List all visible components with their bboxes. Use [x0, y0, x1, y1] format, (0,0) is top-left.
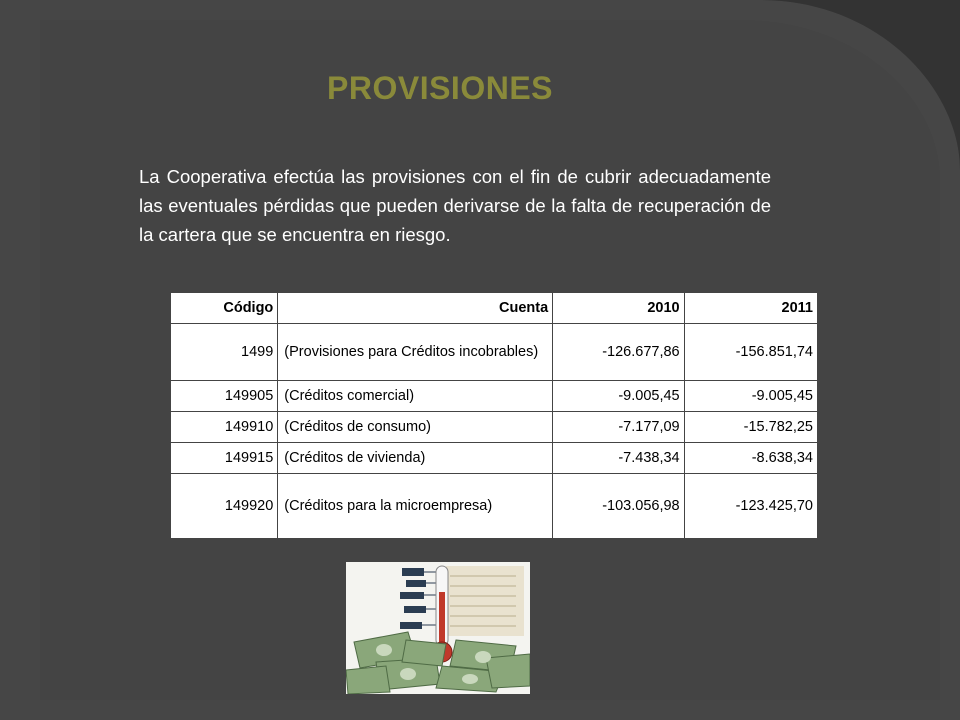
table-row [171, 474, 818, 539]
thermometer-money-icon [346, 562, 530, 694]
table-row [171, 381, 818, 412]
cell-2011: -8.638,34 [684, 443, 817, 474]
cell-2011: -123.425,70 [684, 474, 817, 539]
slide-paragraph: La Cooperativa efectúa las provisiones con el fin de cubrir adecuadamente las eventuales pérdidas que pueden derivarse de la falta de recuperación de la cartera que se encuentra en riesgo. [139, 166, 771, 245]
cell-code: 149910 [171, 412, 278, 443]
cell-2010: -7.177,09 [553, 412, 684, 443]
cell-2010: -9.005,45 [553, 381, 684, 412]
header-account: Cuenta [278, 293, 553, 324]
cell-account: (Créditos comercial) [278, 381, 553, 412]
cell-2011: -156.851,74 [684, 324, 817, 381]
table-header-row [171, 293, 818, 324]
provisions-table-wrapper [170, 292, 818, 539]
cell-account: (Créditos de vivienda) [278, 443, 553, 474]
cell-code: 149920 [171, 474, 278, 539]
cell-account: (Créditos de consumo) [278, 412, 553, 443]
header-code: Código [171, 293, 278, 324]
table-row [171, 324, 818, 381]
cell-2011: -15.782,25 [684, 412, 817, 443]
cell-2010: -7.438,34 [553, 443, 684, 474]
provisions-table [170, 292, 818, 539]
cell-account: (Créditos para la microempresa) [278, 474, 553, 539]
cell-2010: -126.677,86 [553, 324, 684, 381]
cell-code: 1499 [171, 324, 278, 381]
cell-account: (Provisiones para Créditos incobrables) [278, 324, 553, 381]
cell-code: 149905 [171, 381, 278, 412]
cell-code: 149915 [171, 443, 278, 474]
slide-title: PROVISIONES [327, 70, 553, 106]
thermometer-money-illustration [346, 562, 530, 694]
cell-2010: -103.056,98 [553, 474, 684, 539]
table-row [171, 443, 818, 474]
header-2011: 2011 [684, 293, 817, 324]
table-row [171, 412, 818, 443]
header-2010: 2010 [553, 293, 684, 324]
cell-2011: -9.005,45 [684, 381, 817, 412]
